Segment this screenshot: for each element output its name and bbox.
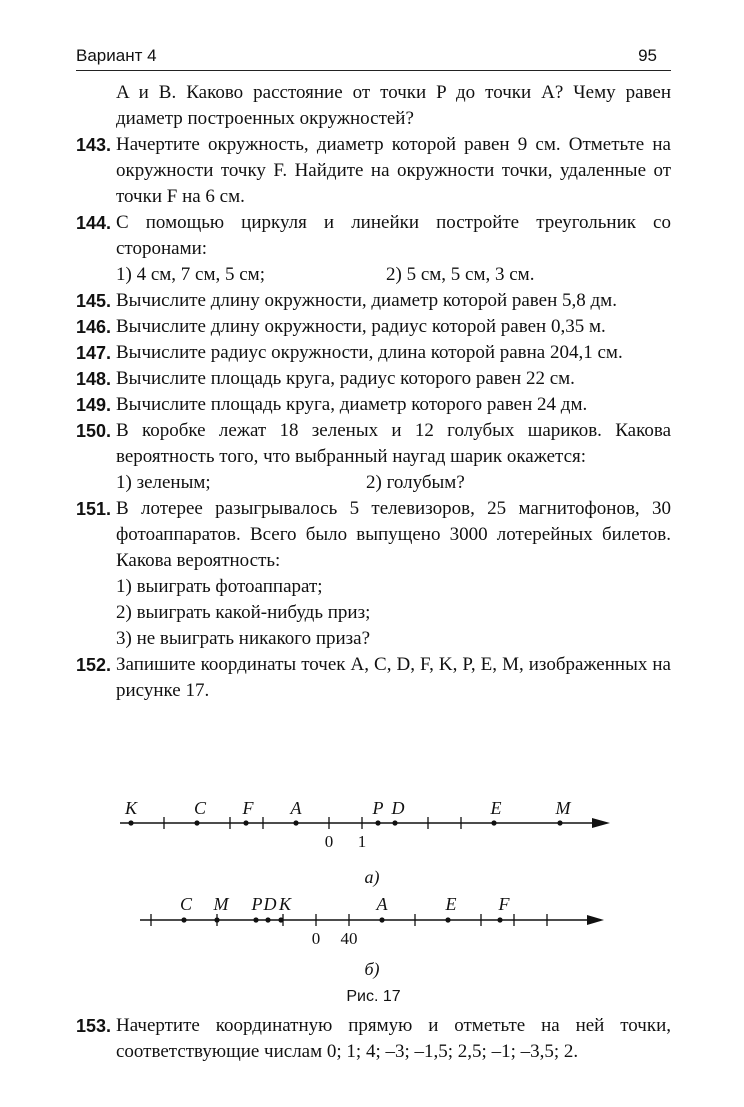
point-m: [557, 820, 562, 825]
point-p: [375, 820, 380, 825]
problem-149: 149. Вычислите площадь круга, диаметр которого равен 24 дм.: [76, 394, 588, 415]
caption-b: б): [364, 959, 380, 979]
label-f: F: [498, 894, 510, 914]
problem-145: 145. Вычислите длину окружности, диаметр которой равен 5,8 дм.: [76, 290, 617, 311]
number-line-a: [120, 798, 610, 888]
problem-list: [76, 80, 671, 704]
page-header-title: Вариант 4: [76, 46, 157, 65]
label-e: E: [445, 894, 457, 914]
point-a: [293, 820, 298, 825]
label-f: F: [242, 798, 254, 818]
option-1: 1) 4 см, 7 см, 5 см;: [116, 264, 265, 285]
point-m: [214, 917, 219, 922]
point-f: [243, 820, 248, 825]
problem-148: 148. Вычислите площадь круга, радиус которого равен 22 см.: [76, 368, 575, 389]
tick-label-0: 0: [324, 832, 334, 851]
tick-label-40: 40: [340, 929, 358, 948]
point-k: [128, 820, 133, 825]
point-c: [181, 917, 186, 922]
point-e: [491, 820, 496, 825]
problem-143: 143. Начертите окружность, диаметр которой равен 9 см. Отметьте на окружности точку F. Найдите на окружности точки, удаленные от точки F на 6 см.: [76, 134, 671, 207]
figure-17: [76, 790, 671, 1010]
point-a: [379, 917, 384, 922]
problem-151-option-3: 3) не выиграть никакого приза?: [116, 628, 371, 649]
arrow-a: [592, 818, 610, 828]
label-e: E: [490, 798, 502, 818]
problem-147: 147. Вычислите радиус окружности, длина которой равна 204,1 см.: [76, 342, 623, 363]
problem-150: 150. В коробке лежат 18 зеленых и 12 голубых шариков. Какова вероятность того, что выбранный наугад шарик окажется:: [76, 420, 671, 467]
point-f: [497, 917, 502, 922]
page-number: 95: [638, 46, 657, 65]
option-2: 2) 5 см, 5 см, 3 см.: [386, 264, 535, 285]
label-m: M: [213, 894, 229, 914]
label-k: K: [278, 894, 292, 914]
tick-label-1: 1: [357, 832, 367, 851]
continued-text: A и B. Каково расстояние от точки P до точки A? Чему равен диаметр построенных окружностей?: [116, 82, 671, 129]
problem-151-option-1: 1) выиграть фотоаппарат;: [116, 576, 323, 597]
problem-152: 152. Запишите координаты точек A, C, D, F, K, P, E, M, изображенных на рисунке 17.: [76, 654, 671, 701]
point-d: [392, 820, 397, 825]
problem-151-option-2: 2) выиграть какой-нибудь приз;: [116, 602, 371, 623]
label-p: P: [372, 798, 384, 818]
label-p: P: [251, 894, 263, 914]
label-c: C: [179, 894, 193, 914]
problem-144: 144. С помощью циркуля и линейки постройте треугольник со сторонами:: [76, 212, 671, 259]
label-d: D: [391, 798, 405, 818]
problem-144-options: [76, 262, 671, 288]
point-c: [194, 820, 199, 825]
point-d: [265, 917, 270, 922]
label-d: D: [263, 894, 277, 914]
point-k: [278, 917, 283, 922]
page-header: [76, 44, 671, 71]
tick-label-0: 0: [311, 929, 321, 948]
label-k: K: [124, 798, 138, 818]
point-e: [445, 917, 450, 922]
option-1: 1) зеленым;: [116, 472, 211, 493]
caption-a: а): [364, 867, 380, 887]
arrow-b: [587, 915, 604, 925]
figure-caption: Рис. 17: [346, 988, 401, 1005]
problem-151: 151. В лотерее разыгрывалось 5 телевизоров, 25 магнитофонов, 30 фотоаппаратов. Всего было выпущено 3000 лотерейных билетов. Какова вероятность:: [76, 498, 671, 571]
label-a: A: [290, 798, 302, 818]
problem-153: 153. Начертите координатную прямую и отметьте на ней точки, соответствующие числам 0; 1; 4; –3; –1,5; 2,5; –1; –3,5; 2.: [76, 1015, 671, 1062]
problem-146: 146. Вычислите длину окружности, радиус которой равен 0,35 м.: [76, 316, 606, 337]
problem-153-block: [76, 1013, 671, 1065]
label-m: M: [555, 798, 571, 818]
label-a: A: [376, 894, 388, 914]
label-c: C: [193, 798, 207, 818]
option-2: 2) голубым?: [366, 472, 465, 493]
number-lines-figure: [76, 790, 671, 990]
problem-150-options: [76, 470, 671, 496]
number-line-b: [140, 894, 604, 980]
point-p: [253, 917, 258, 922]
